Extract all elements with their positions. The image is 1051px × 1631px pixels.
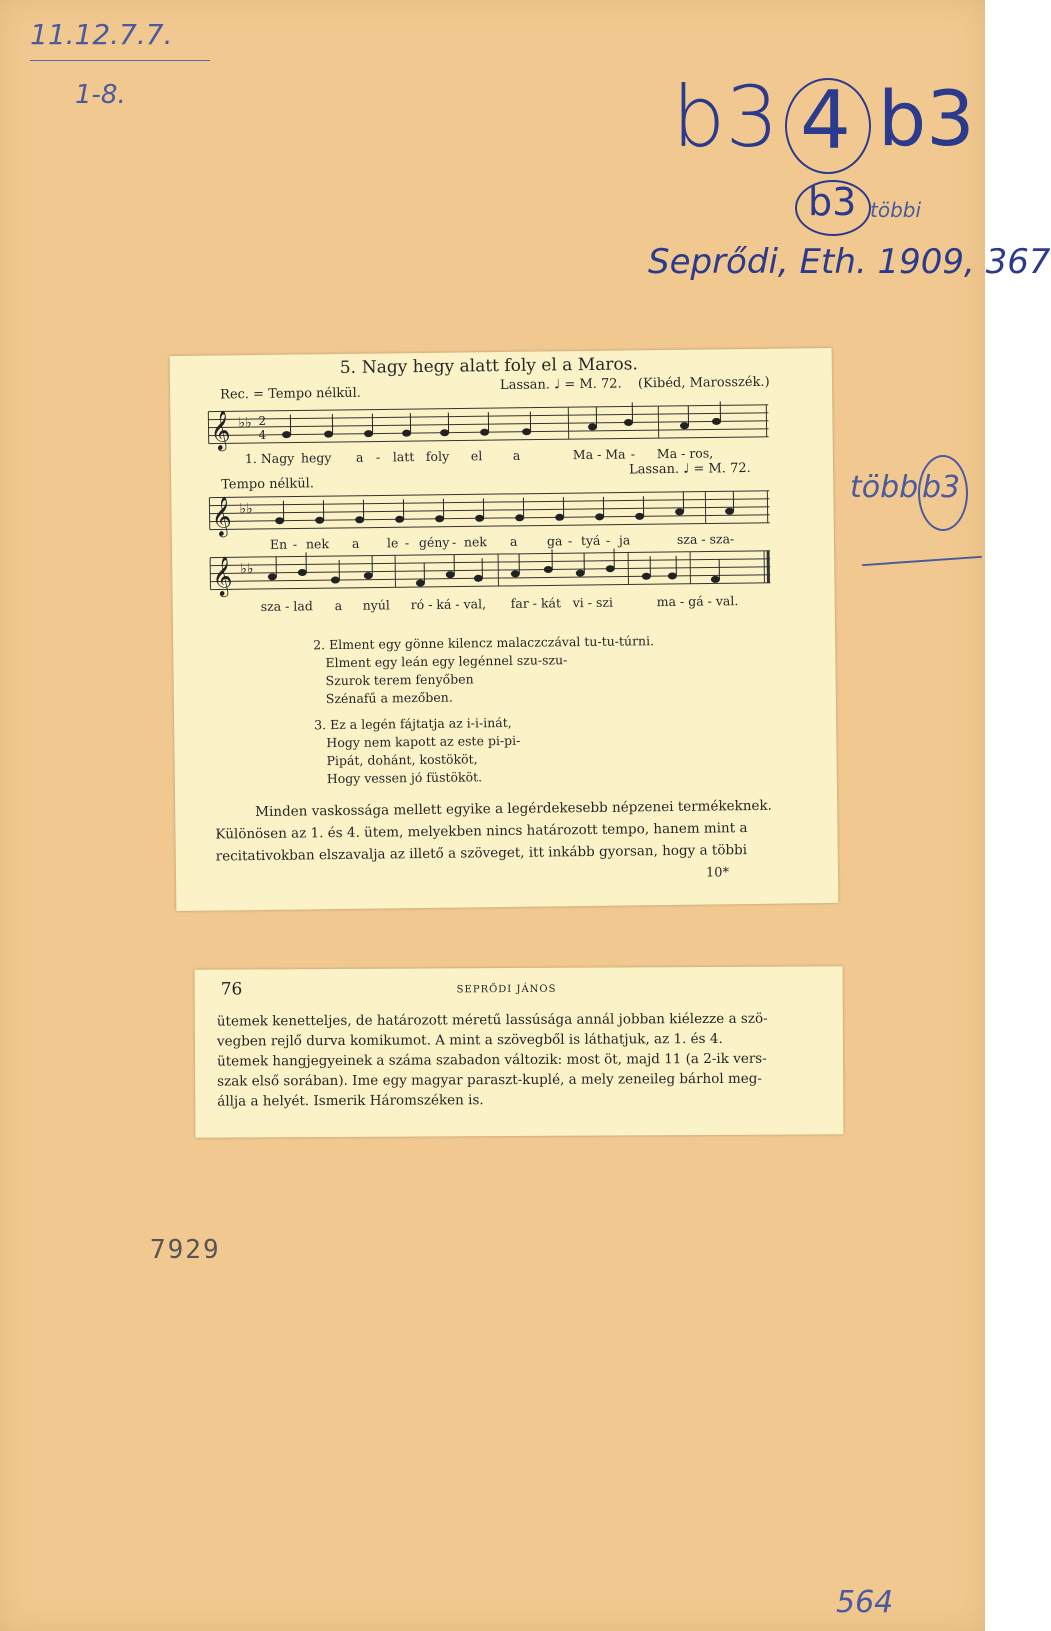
lyric-syllable: - [605,532,611,548]
stamp-number: 7929 [150,1235,221,1265]
paragraph-line: ütemek kenetteljes, de határozott méretű lassúsága annál jobban kiélezze a szö- [216,1010,768,1030]
lyric-syllable: a [512,447,521,463]
handwritten-circled-b3: b3 [808,180,857,224]
svg-text:♭♭: ♭♭ [238,415,252,432]
handwritten-page-number: 564 [836,1585,894,1620]
lyric-syllable: tyá [580,532,601,549]
tempo-marking-2: Lassan. ♩ = M. 72. [628,460,751,478]
lyric-syllable: sza - lad [260,598,313,614]
lyric-syllable: a [355,449,364,465]
handwritten-source-reference: Seprődi, Eth. 1909, 367 [648,242,1051,282]
verse-line: 2. Elment egy gönne kilencz malaczczával tu-tu-túrni. [313,633,655,653]
lyric-syllable: Ma - ros, [656,445,714,462]
lyric-syllable: a [334,597,343,614]
tempo-marking: Lassan. ♩ = M. 72. [499,376,622,394]
lyric-syllable: el [470,448,483,464]
lyric-syllable: nek [305,536,330,552]
tempo-nelkul: Tempo nélkül. [221,476,315,493]
lyric-syllable: - [451,534,457,550]
verse-line: Szénafű a mezőben. [325,689,453,707]
svg-text:♭♭: ♭♭ [239,501,253,518]
clipping-continuation [195,966,844,1137]
music-staff-1 [208,399,768,450]
svg-text:𝄞: 𝄞 [211,496,232,537]
lyric-syllable: hegy [300,450,332,466]
music-staff-2 [209,485,769,536]
lyric-syllable: - [567,533,573,549]
verse-line: Szurok terem fenyőben [325,671,474,689]
svg-text:2: 2 [258,413,267,428]
song-number: 5. [339,357,357,378]
lyric-syllable: ga [546,533,563,549]
svg-text:♭♭: ♭♭ [240,561,254,578]
lyric-syllable: nyúl [362,597,390,613]
svg-text:𝄞: 𝄞 [210,410,231,451]
paragraph-line: ütemek hangjegyeinek a száma szabadon változik: most öt, majd 11 (a 2-ik vers- [217,1050,767,1070]
music-staff-3 [210,545,770,596]
side-note-line [862,556,982,566]
running-head: SEPRŐDI JÁNOS [456,983,557,996]
lyric-syllable: gény [418,534,450,551]
lyric-syllable: le [386,535,399,551]
handwritten-range: 1-8. [75,80,126,110]
paragraph-line: szak első sorában). Ime egy magyar paraszt-kuplé, a mely zeneileg bárhol meg- [217,1070,762,1090]
lyric-syllable: Ma - Ma [572,446,626,463]
lyric-syllable: a [509,533,518,549]
page-number: 76 [220,979,243,1000]
paragraph-line: állja a helyét. Ismerik Háromszéken is. [217,1092,484,1110]
verse-line: Pipát, dohánt, kostököt, [326,751,478,769]
song-title: Nagy hegy alatt foly el a Maros. [361,354,638,378]
commentary-paragraph [215,794,796,867]
lyric-syllable: - [630,446,636,462]
lyric-syllable: ma - gá - val. [656,593,739,610]
verse-line: Elment egy leán egy legénnel szu-szu- [325,652,568,671]
paragraph-line: vegben rejlő durva komikumot. A mint a szövegből is láthatjuk, az 1. és 4. [216,1030,723,1050]
continuation-paragraph [217,1008,818,1111]
paragraph-line: Minden vaskossága mellett egyike a legérdekesebb népzenei termékeknek. [255,797,773,821]
clipping-song [170,348,839,911]
paragraph-line: recitativokban elszavalja az illető a szöveget, itt inkább gyorsan, hogy a többi [215,842,748,865]
handwritten-side-circle-b3: b3 [922,470,961,505]
handwritten-code-b3-right: b3 [878,74,975,163]
lyric-syllable: nek [463,534,488,550]
lyric-syllable: En [269,536,288,552]
lyric-syllable: 1. Nagy [244,450,295,467]
lyric-syllable: sza - sza- [676,531,735,547]
verse-line: Hogy vessen jó füstököt. [326,769,483,787]
handwritten-circled-4: 4 [800,74,851,167]
handwritten-side-note: több [850,470,919,505]
handwritten-code-b3: b3 [672,68,779,166]
lyric-syllable: ja [618,532,631,548]
verse-line: Hogy nem kapott az este pi-pi- [326,732,521,751]
lyric-syllable: far - kát [510,595,562,611]
rec-tempo: Rec. = Tempo nélkül. [220,385,361,403]
handwritten-tobbi: többi [870,198,922,222]
svg-text:4: 4 [258,427,267,442]
lyric-syllable: - [375,449,381,465]
underline [30,60,210,61]
lyric-syllable: latt [392,449,415,465]
svg-text:𝄞: 𝄞 [212,556,233,597]
song-origin: (Kibéd, Marosszék.) [637,374,770,392]
lyric-syllable: vi - szi [572,594,614,611]
lyric-syllable: - [404,535,410,551]
signature-mark: 10* [705,865,730,881]
lyric-syllable: a [351,535,360,551]
verse-line: 3. Ez a legén fájtatja az i-i-inát, [314,714,512,733]
lyric-syllable: foly [425,448,450,464]
paragraph-line: Különösen az 1. és 4. ütem, melyekben nincs határozott tempo, hanem mint a [215,820,748,843]
lyric-syllable: ró - ká - val, [410,596,487,613]
verse-3 [314,714,521,789]
lyric-syllable: - [292,536,298,552]
handwritten-catalog-number: 11.12.7.7. [30,18,173,51]
verse-2 [313,632,655,708]
